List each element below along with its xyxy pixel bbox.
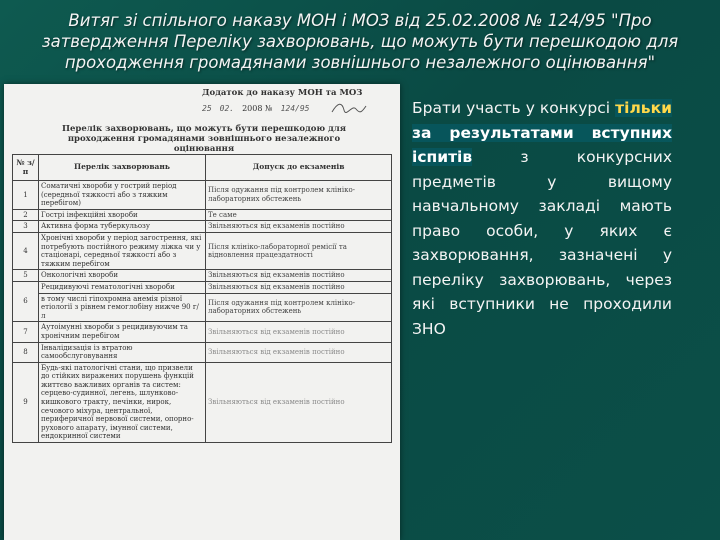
date-month: 02. [219, 104, 235, 113]
row-admission: Звільняються від екзаменів постійно [206, 322, 392, 342]
row-number: 9 [13, 362, 39, 442]
row-disease: Аутоімунні хвороби з рецидивуючим та хронічним перебігом [39, 322, 206, 342]
order-number: 124/95 [280, 104, 310, 113]
row-disease: Будь-які патологічні стани, що призвели до стійких виражених порушень функцій життєво важливих органів та систем: серцево-судинної, легень, шлунково-кишкового тракту, печінки, нирок, сечового міхура, центральної, периферичної нервової системи, опорно-рухового апарату, імунної системи, ендокринної системи [39, 362, 206, 442]
row-admission: Звільняються від екзаменів постійно [206, 362, 392, 442]
row-admission: Звільняються від екзаменів постійно [206, 281, 392, 293]
annex-label: Додаток до наказу МОН та МОЗ [202, 88, 363, 98]
row-number: 4 [13, 232, 39, 269]
highlight-only: тільки [615, 99, 672, 117]
row-disease: Активна форма туберкульозу [39, 221, 206, 233]
row-disease: Інвалідизація із втратою самообслуговування [39, 342, 206, 362]
row-number: 6 [13, 281, 39, 321]
row-disease: в тому числі гіпохромна анемія різної етіології з рівнем гемоглобіну нижче 90 г/л [39, 293, 206, 322]
table-row [13, 342, 392, 362]
table-row [13, 293, 392, 322]
row-number: 3 [13, 221, 39, 233]
row-admission: Звільняються від екзаменів постійно [206, 221, 392, 233]
document-heading: Перелік захворювань, що можуть бути перешкодою для проходження громадянами зовнішнього незалежного оцінювання [61, 124, 347, 154]
row-admission: Те саме [206, 209, 392, 221]
diseases-table [12, 154, 392, 443]
col-number-header: № з/п [13, 155, 39, 181]
slide-title: Витяг зі спільного наказу МОН і МОЗ від 25.02.2008 № 124/95 "Про затвердження Переліку захворювань, що можуть бути перешкодою для проходження громадянами зовнішнього незалежного оцінювання" [41, 11, 679, 72]
row-number: 5 [13, 270, 39, 282]
table-row [13, 232, 392, 269]
table-row [13, 270, 392, 282]
row-admission: Після одужання під контролем клініко-лабораторних обстежень [206, 293, 392, 322]
document-scan [4, 84, 400, 540]
table-row [13, 362, 392, 442]
body-text-end: з конкурсних предметів у вищому навчальному закладі мають право особи, у яких є захворювання, зазначені у переліку захворювань, через які вступники не проходили ЗНО [412, 148, 672, 338]
table-row [13, 322, 392, 342]
col-disease-header: Перелік захворювань [39, 155, 206, 181]
row-admission: Звільняються від екзаменів постійно [206, 270, 392, 282]
row-disease: Соматичні хвороби у гострий період (середньої тяжкості або з тяжким перебігом) [39, 181, 206, 210]
row-admission: Після клініко-лабораторної ремісії та відновлення працездатності [206, 232, 392, 269]
col-admission-header: Допуск до екзаменів [206, 155, 392, 181]
signature-mark [330, 100, 368, 116]
row-number: 2 [13, 209, 39, 221]
highlight-entrance-exams: за результатами вступних іспитів [412, 123, 672, 166]
row-admission: Після одужання під контролем клініко-лабораторних обстежень [206, 181, 392, 210]
table-header-row [13, 155, 392, 181]
row-number: 1 [13, 181, 39, 210]
table-row [13, 209, 392, 221]
row-number: 8 [13, 342, 39, 362]
date-day: 25 [202, 104, 212, 113]
table-row [13, 281, 392, 293]
date-year: 2008 № [242, 104, 273, 113]
body-text-start: Брати участь у конкурсі [412, 99, 616, 117]
table-row [13, 181, 392, 210]
row-disease: Онкологічні хвороби [39, 270, 206, 282]
row-number: 7 [13, 322, 39, 342]
body-paragraph [412, 96, 672, 341]
row-disease: Рецидивуючі гематологічні хвороби [39, 281, 206, 293]
row-disease: Хронічні хвороби у період загострення, які потребують постійного режиму ліжка чи у стаціонарі, середньої тяжкості або з тяжким перебігом [39, 232, 206, 269]
row-admission: Звільняються від екзаменів постійно [206, 342, 392, 362]
table-row [13, 221, 392, 233]
row-disease: Гострі інфекційні хвороби [39, 209, 206, 221]
